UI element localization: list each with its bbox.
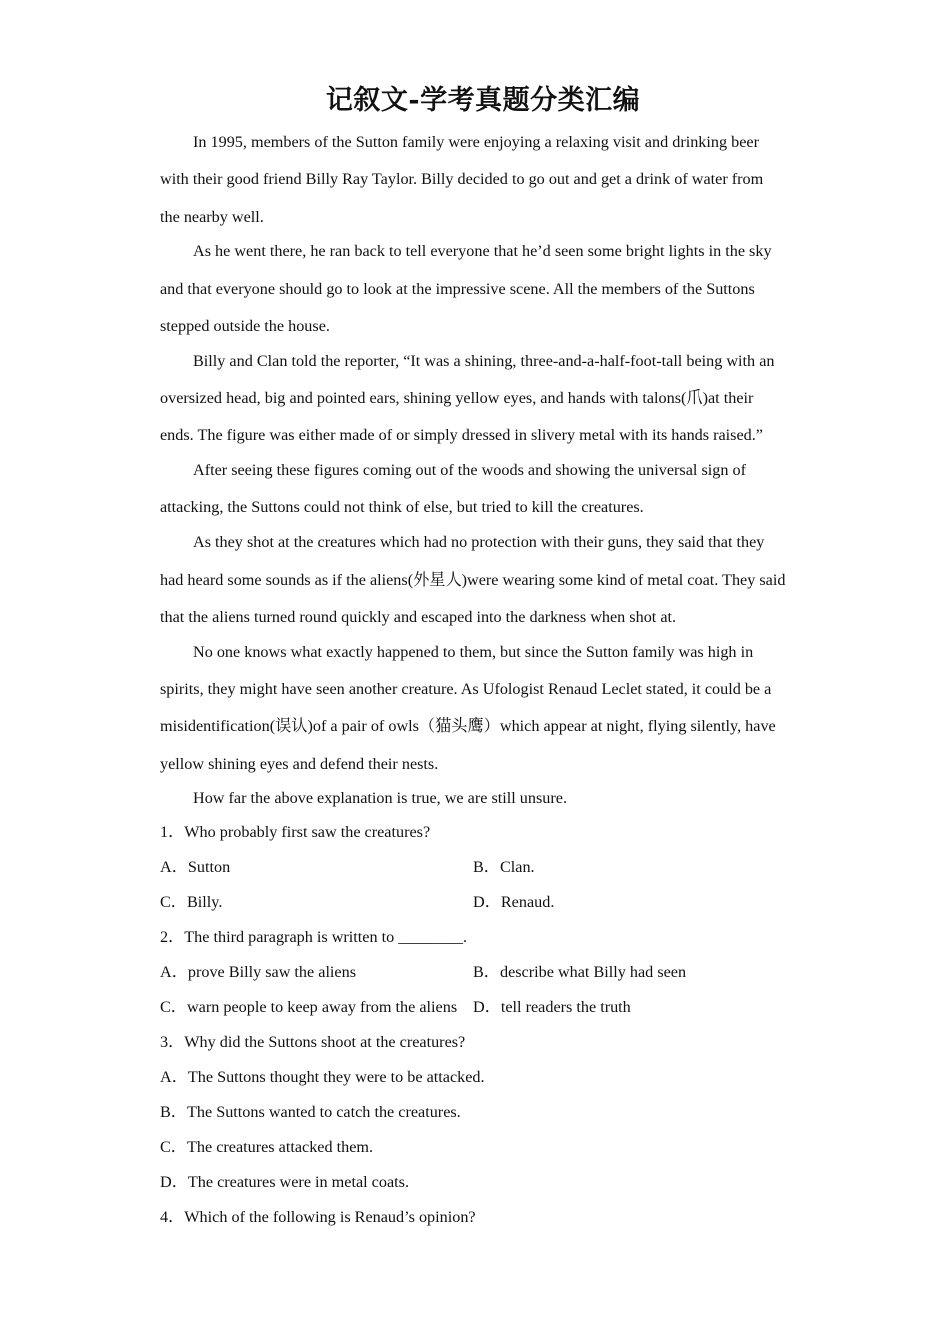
option-row — [160, 850, 786, 885]
option-b: B．Clan. — [473, 858, 535, 877]
passage-paragraph-5: As they shot at the creatures which had no protection with their guns, they said that they had heard some sounds as if the aliens(外星人)were wearing some kind of metal coat. They said that the aliens turned round quickly and escaped into the darkness when shot at. — [160, 533, 786, 626]
option-row — [160, 990, 786, 1025]
option-a: A．Sutton — [160, 858, 231, 877]
question-stem: 4．Which of the following is Renaud’s opinion? — [160, 1208, 476, 1227]
option-b: B．The Suttons wanted to catch the creatures. — [160, 1103, 461, 1122]
option-c: C．Billy. — [160, 893, 223, 912]
option-a: A．prove Billy saw the aliens — [160, 963, 357, 982]
option-d: D．The creatures were in metal coats. — [160, 1173, 409, 1192]
passage-paragraph-3: Billy and Clan told the reporter, “It was a shining, three-and-a-half-foot-tall being with an oversized head, big and pointed ears, shining yellow eyes, and hands with talons(爪)at their ends. The figure was either made of or simply dressed in slivery metal with its hands raised.” — [160, 351, 775, 445]
option-d: D．Renaud. — [473, 893, 555, 912]
passage-paragraph-6: No one knows what exactly happened to them, but since the Sutton family was high in spirits, they might have seen another creature. As Ufologist Renaud Leclet stated, it could be a misidentification(误认)of a pair of owls（猫头鹰）which appear at night, flying silently, have yellow shining eyes and defend their nests. — [160, 642, 776, 773]
question-stem: 2．The third paragraph is written to ________. — [160, 928, 468, 947]
option-c: C．The creatures attacked them. — [160, 1138, 374, 1157]
option-row — [160, 885, 786, 920]
option-c: C．warn people to keep away from the aliens — [160, 998, 458, 1017]
question-2 — [160, 920, 786, 1025]
passage-paragraph-7: How far the above explanation is true, we are still unsure. — [193, 789, 567, 808]
question-stem: 3．Why did the Suttons shoot at the creatures? — [160, 1033, 466, 1052]
reading-passage — [160, 124, 786, 818]
question-stem: 1．Who probably first saw the creatures? — [160, 823, 431, 842]
page-title: 记叙文-学考真题分类汇编 — [325, 85, 641, 116]
option-row — [160, 955, 786, 990]
passage-paragraph-4: After seeing these figures coming out of the woods and showing the universal sign of attacking, the Suttons could not think of else, but tried to kill the creatures. — [160, 461, 746, 517]
question-3 — [160, 1025, 786, 1200]
question-4 — [160, 1200, 786, 1235]
question-1 — [160, 815, 786, 920]
option-d: D．tell readers the truth — [473, 998, 631, 1017]
option-b: B．describe what Billy had seen — [473, 963, 687, 982]
option-a: A．The Suttons thought they were to be attacked. — [160, 1068, 485, 1087]
document-page — [160, 78, 786, 1235]
passage-paragraph-1: In 1995, members of the Sutton family were enjoying a relaxing visit and drinking beer with their good friend Billy Ray Taylor. Billy decided to go out and get a drink of water from the nearby well. — [160, 133, 764, 226]
passage-paragraph-2: As he went there, he ran back to tell everyone that he’d seen some bright lights in the sky and that everyone should go to look at the impressive scene. All the members of the Suttons stepped outside the house. — [160, 242, 772, 335]
